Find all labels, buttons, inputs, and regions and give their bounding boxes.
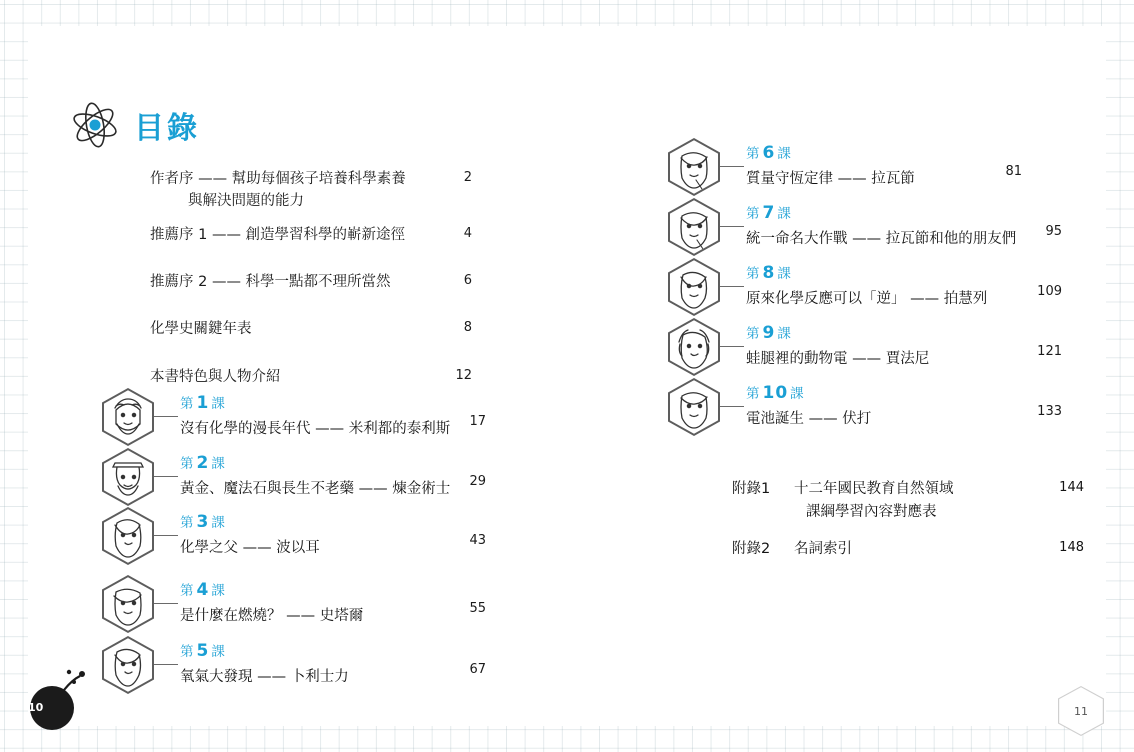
entry-line-1: 本書特色與人物介紹 bbox=[150, 369, 281, 385]
chapter-title: 黃金、魔法石與長生不老藥 —— 煉金術士 bbox=[180, 481, 451, 497]
appendix-page: 144 bbox=[1059, 480, 1084, 495]
appendix-label: 附錄2 bbox=[732, 541, 771, 557]
appendix-line-1: 名詞索引 bbox=[794, 541, 852, 557]
chapter-number: 9 bbox=[762, 323, 776, 343]
entry-page: 8 bbox=[463, 320, 472, 335]
left-page-number: 10 bbox=[28, 701, 44, 714]
chapter-page: 95 bbox=[1045, 224, 1062, 239]
appendix-page: 148 bbox=[1059, 540, 1084, 555]
chapter-prefix: 第 bbox=[180, 644, 195, 660]
chapter-number: 8 bbox=[762, 263, 776, 283]
chapter-number: 4 bbox=[196, 580, 210, 600]
entry-line-1: 推薦序 1 —— 創造學習科學的嶄新途徑 bbox=[150, 227, 406, 243]
portrait-galvani bbox=[668, 318, 724, 376]
right-page-marker bbox=[1058, 686, 1104, 736]
chapter-title: 統一命名大作戰 —— 拉瓦節和他的朋友們 bbox=[746, 231, 1017, 247]
chapter-suffix: 課 bbox=[211, 583, 226, 599]
chapter-title: 蛙腿裡的動物電 —— 賈法尼 bbox=[746, 351, 930, 367]
toc-entry-recommendation-1[interactable] bbox=[150, 224, 480, 246]
chapter-title: 是什麼在燃燒？ —— 史塔爾 bbox=[180, 608, 364, 624]
chapter-page: 29 bbox=[469, 474, 486, 489]
chapter-prefix: 第 bbox=[746, 266, 761, 282]
entry-line-1: 作者序 —— 幫助每個孩子培養科學素養 bbox=[150, 171, 406, 187]
chapter-suffix: 課 bbox=[777, 146, 792, 162]
chapter-page: 67 bbox=[469, 662, 486, 677]
chapter-number: 5 bbox=[196, 641, 210, 661]
chapter-page: 17 bbox=[469, 414, 486, 429]
entry-page: 12 bbox=[455, 368, 472, 383]
chapter-suffix: 課 bbox=[790, 386, 805, 402]
chapter-label bbox=[180, 640, 520, 661]
chapter-page: 81 bbox=[1005, 164, 1022, 179]
toc-appendix-2[interactable] bbox=[732, 538, 1092, 561]
entry-page: 2 bbox=[463, 170, 472, 185]
chapter-prefix: 第 bbox=[746, 146, 761, 162]
chapter-page: 121 bbox=[1037, 344, 1062, 359]
chapter-title: 電池誕生 —— 伏打 bbox=[746, 411, 872, 427]
chapter-suffix: 課 bbox=[777, 206, 792, 222]
toc-appendix-1[interactable] bbox=[732, 478, 1092, 524]
chapter-prefix: 第 bbox=[180, 396, 195, 412]
chapter-suffix: 課 bbox=[777, 326, 792, 342]
chapter-number: 1 bbox=[196, 393, 210, 413]
toc-entry-recommendation-2[interactable] bbox=[150, 271, 480, 293]
page-title bbox=[68, 98, 200, 152]
portrait-boyle bbox=[102, 507, 158, 565]
chapter-label bbox=[746, 322, 1086, 343]
entry-line-2: 與解決問題的能力 bbox=[188, 193, 304, 210]
chapter-prefix: 第 bbox=[180, 583, 195, 599]
appendix-line-2: 課綱學習內容對應表 bbox=[806, 504, 937, 521]
title-label: 目錄 bbox=[134, 111, 200, 146]
portrait-priestley bbox=[102, 636, 158, 694]
chapter-prefix: 第 bbox=[746, 386, 761, 402]
chapter-text bbox=[746, 142, 1086, 188]
chapter-prefix: 第 bbox=[746, 326, 761, 342]
chapter-page: 133 bbox=[1037, 404, 1062, 419]
chapter-title: 氧氣大發現 —— 卜利士力 bbox=[180, 669, 349, 685]
chapter-page: 109 bbox=[1037, 284, 1062, 299]
chapter-label bbox=[180, 452, 520, 473]
chapter-title: 化學之父 —— 波以耳 bbox=[180, 540, 320, 556]
chapter-prefix: 第 bbox=[180, 515, 195, 531]
toc-entry-author-preface[interactable] bbox=[150, 168, 480, 213]
chapter-number: 7 bbox=[762, 203, 776, 223]
chapter-suffix: 課 bbox=[211, 644, 226, 660]
chapter-label bbox=[180, 579, 520, 600]
chapter-title: 原來化學反應可以「逆」 —— 拍慧列 bbox=[746, 291, 988, 307]
right-page-number: 11 bbox=[1074, 704, 1088, 718]
chapter-label bbox=[746, 382, 1086, 403]
portrait-stahl bbox=[102, 575, 158, 633]
portrait-berthollet bbox=[668, 258, 724, 316]
entry-line-1: 推薦序 2 —— 科學一點都不理所當然 bbox=[150, 274, 391, 290]
chapter-suffix: 課 bbox=[211, 456, 226, 472]
chapter-page: 55 bbox=[469, 601, 486, 616]
chapter-page: 43 bbox=[469, 533, 486, 548]
chapter-prefix: 第 bbox=[180, 456, 195, 472]
toc-entry-chemistry-timeline[interactable] bbox=[150, 318, 480, 340]
chapter-label bbox=[746, 202, 1086, 223]
portrait-lavoisier-friends bbox=[668, 198, 724, 256]
portrait-thales bbox=[102, 388, 158, 446]
bomb-page-marker bbox=[20, 660, 94, 734]
chapter-number: 10 bbox=[762, 383, 789, 403]
entry-page: 6 bbox=[463, 273, 472, 288]
chapter-suffix: 課 bbox=[777, 266, 792, 282]
toc-entry-book-features[interactable] bbox=[150, 366, 480, 388]
chapter-suffix: 課 bbox=[211, 396, 226, 412]
chapter-label bbox=[746, 142, 1086, 163]
appendix-line-1: 十二年國民教育自然領域 bbox=[794, 481, 954, 497]
portrait-lavoisier bbox=[668, 138, 724, 196]
entry-line-1: 化學史關鍵年表 bbox=[150, 321, 252, 337]
appendix-label: 附錄1 bbox=[732, 481, 771, 497]
chapter-label bbox=[746, 262, 1086, 283]
chapter-prefix: 第 bbox=[746, 206, 761, 222]
chapter-title: 沒有化學的漫長年代 —— 米利都的泰利斯 bbox=[180, 421, 451, 437]
chapter-title: 質量守恆定律 —— 拉瓦節 bbox=[746, 171, 915, 187]
chapter-label bbox=[180, 511, 520, 532]
chapter-number: 6 bbox=[762, 143, 776, 163]
chapter-number: 2 bbox=[196, 453, 210, 473]
entry-page: 4 bbox=[463, 226, 472, 241]
chapter-label bbox=[180, 392, 520, 413]
portrait-alchemist bbox=[102, 448, 158, 506]
atom-icon bbox=[68, 98, 122, 152]
portrait-volta bbox=[668, 378, 724, 436]
chapter-suffix: 課 bbox=[211, 515, 226, 531]
chapter-number: 3 bbox=[196, 512, 210, 532]
